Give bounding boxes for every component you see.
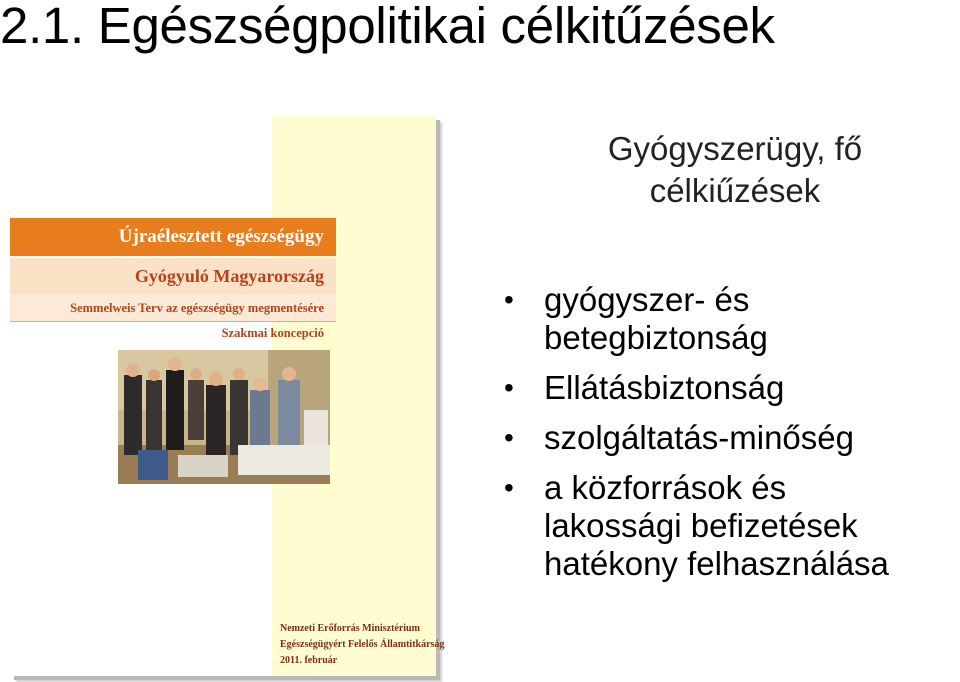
cover-top-area — [10, 116, 272, 216]
goal-line: szolgáltatás-minőség — [544, 419, 854, 456]
goal-item — [500, 469, 950, 583]
cover-subtitle-band: Gyógyuló Magyarország — [10, 258, 336, 294]
goal-line: gyógyszer- és — [544, 281, 750, 318]
cover-title-band: Újraélesztett egészségügy — [10, 218, 336, 256]
section-subtitle — [560, 128, 910, 212]
bullet-dot-icon: • — [504, 422, 514, 453]
cover-image — [10, 116, 445, 676]
goal-line: Ellátásbiztonság — [544, 369, 785, 406]
bullet-dot-icon: • — [504, 372, 514, 403]
section-subtitle-line1: Gyógyszerügy, fő — [607, 130, 863, 167]
slide-title: 2.1. Egészségpolitikai célkitűzések — [0, 0, 775, 54]
bullet-dot-icon: • — [504, 284, 514, 315]
goal-item — [500, 419, 950, 457]
goals-list — [500, 281, 950, 595]
goal-line: a közforrások és — [544, 469, 787, 506]
bullet-dot-icon: • — [504, 472, 514, 503]
cover-footer-ministry: Nemzeti Erőforrás Minisztérium — [280, 623, 420, 634]
painting-illustration — [118, 350, 330, 484]
goal-line: hatékony felhasználása — [544, 545, 889, 582]
cover-footer — [280, 621, 444, 669]
goal-line: betegbiztonság — [544, 319, 768, 356]
cover-footer-date: 2011. február — [280, 655, 338, 666]
cover-painting — [118, 350, 330, 484]
goal-item — [500, 281, 950, 357]
cover-footer-secretariat: Egészségügyért Felelős Államtitkárság — [280, 639, 445, 650]
section-subtitle-line2: célkiűzések — [649, 172, 821, 209]
goal-item — [500, 369, 950, 407]
cover-tagline-band: Semmelweis Terv az egészségügy megmentésére — [10, 294, 336, 322]
cover-concept-label: Szakmai koncepció — [221, 326, 324, 340]
goal-line: lakossági befizetések — [544, 507, 858, 544]
